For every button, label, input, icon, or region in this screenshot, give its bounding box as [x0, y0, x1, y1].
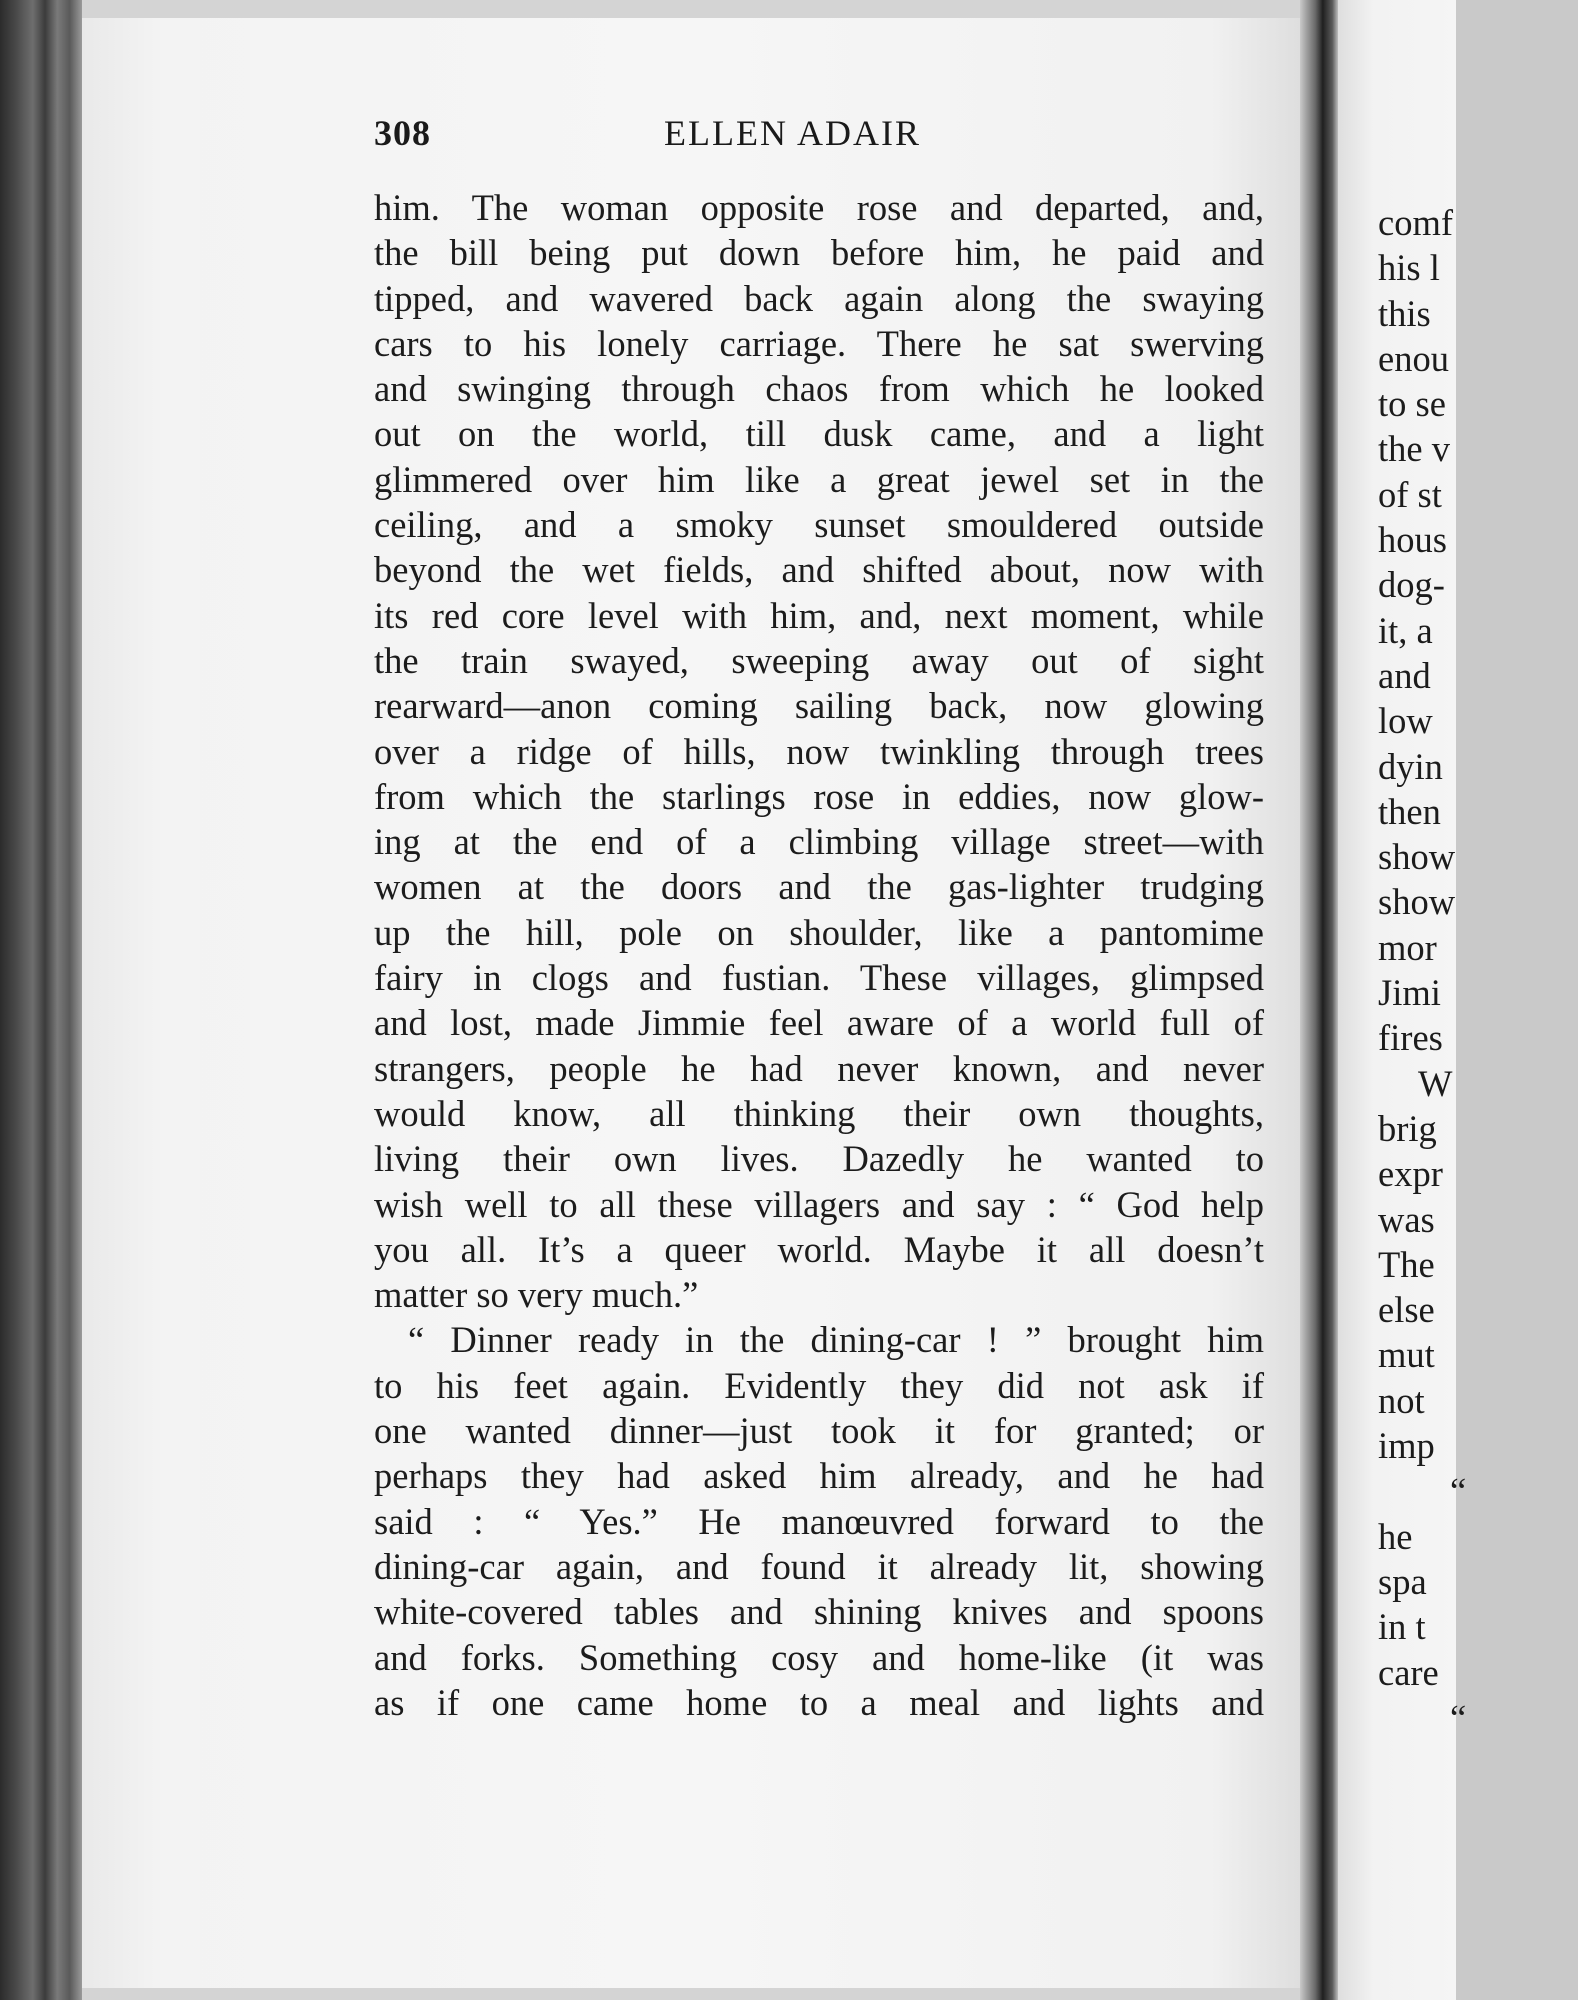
facing-line: fires	[1378, 1017, 1443, 1059]
facing-line: the v	[1378, 428, 1450, 470]
facing-line: care	[1378, 1651, 1439, 1693]
text-line: white-covered tables and shining knives and spoons	[374, 1591, 1264, 1633]
text-line: women at the doors and the gas-lighter trudging	[374, 866, 1264, 908]
facing-line: brig	[1378, 1107, 1437, 1149]
text-line: one wanted dinner—just took it for granted; or	[374, 1410, 1264, 1452]
facing-line: mut	[1378, 1334, 1435, 1376]
facing-line: imp	[1378, 1425, 1435, 1467]
body-text	[374, 185, 1264, 1725]
facing-line: expr	[1378, 1153, 1443, 1195]
facing-line: of st	[1378, 473, 1442, 515]
facing-line: not	[1378, 1379, 1425, 1421]
text-line: rearward—anon coming sailing back, now glowing	[374, 685, 1264, 727]
text-line: from which the starlings rose in eddies, now glow-	[374, 775, 1264, 817]
facing-line: show	[1378, 836, 1456, 878]
facing-line: “	[1450, 1696, 1467, 1738]
text-line: out on the world, till dusk came, and a light	[374, 413, 1264, 455]
running-head: ELLEN ADAIR	[664, 113, 921, 153]
book-gutter	[1300, 0, 1338, 2000]
facing-line: was	[1378, 1198, 1435, 1240]
page-header	[374, 112, 1254, 162]
facing-line: comf	[1378, 202, 1453, 243]
text-line: ceiling, and a smoky sunset smouldered outside	[374, 504, 1264, 546]
facing-line: he	[1378, 1515, 1413, 1557]
facing-page-text	[1378, 200, 1578, 1740]
text-line: said : “ Yes.” He manœuvred forward to the	[374, 1500, 1264, 1542]
facing-line: spa	[1378, 1560, 1427, 1602]
facing-line: enou	[1378, 337, 1449, 379]
text-line: and forks. Something cosy and home-like (it was	[374, 1636, 1264, 1678]
text-line: glimmered over him like a great jewel set in the	[374, 458, 1264, 500]
text-line: ing at the end of a climbing village street—with	[374, 821, 1264, 863]
text-line: up the hill, pole on shoulder, like a pantomime	[374, 911, 1264, 953]
text-line: cars to his lonely carriage. There he sat swerving	[374, 322, 1264, 364]
text-line: living their own lives. Dazedly he wanted to	[374, 1138, 1264, 1180]
facing-line: low	[1378, 700, 1433, 742]
book-edge	[0, 0, 82, 2000]
text-line: him. The woman opposite rose and departed, and,	[374, 187, 1264, 228]
page-number: 308	[374, 113, 431, 153]
facing-line: then	[1378, 790, 1441, 832]
text-line: to his feet again. Evidently they did not ask if	[374, 1364, 1264, 1406]
text-line: would know, all thinking their own thoughts,	[374, 1092, 1264, 1134]
text-line: perhaps they had asked him already, and he had	[374, 1455, 1264, 1497]
facing-line: his l	[1378, 247, 1440, 289]
facing-line: hous	[1378, 519, 1447, 561]
text-line: “ Dinner ready in the dining-car ! ” brought him	[408, 1319, 1264, 1361]
text-line: dining-car again, and found it already lit, showing	[374, 1545, 1264, 1587]
text-line: fairy in clogs and fustian. These villages, glimpsed	[374, 957, 1264, 999]
facing-line: it, a	[1378, 609, 1433, 651]
text-line: wish well to all these villagers and say : “ God help	[374, 1183, 1264, 1225]
facing-line: in t	[1378, 1606, 1426, 1648]
facing-line: Jimi	[1378, 972, 1441, 1014]
text-line: you all. It’s a queer world. Maybe it all doesn’t	[374, 1228, 1264, 1270]
facing-line: W	[1418, 1062, 1453, 1104]
text-line: and swinging through chaos from which he looked	[374, 368, 1264, 410]
text-line: as if one came home to a meal and lights and	[374, 1681, 1264, 1723]
facing-line: else	[1378, 1289, 1435, 1331]
text-line: beyond the wet fields, and shifted about, now with	[374, 549, 1264, 591]
facing-line: The	[1378, 1243, 1435, 1285]
text-line: tipped, and wavered back again along the swaying	[374, 277, 1264, 319]
text-line: the bill being put down before him, he paid and	[374, 232, 1264, 274]
facing-line: dog-	[1378, 564, 1445, 606]
text-line: the train swayed, sweeping away out of sight	[374, 639, 1264, 681]
text-line: strangers, people he had never known, and never	[374, 1047, 1264, 1089]
text-line: and lost, made Jimmie feel aware of a world full of	[374, 1002, 1264, 1044]
facing-page	[1338, 0, 1467, 2000]
facing-line: and	[1378, 654, 1431, 696]
facing-line: this	[1378, 292, 1431, 334]
text-line: matter so very much.”	[374, 1274, 699, 1316]
facing-line: dyin	[1378, 745, 1443, 787]
text-line: its red core level with him, and, next moment, while	[374, 594, 1264, 636]
facing-line: to se	[1378, 383, 1446, 425]
text-line: over a ridge of hills, now twinkling through trees	[374, 730, 1264, 772]
facing-line: “	[1450, 1470, 1467, 1512]
facing-line: show	[1378, 881, 1456, 923]
facing-line: mor	[1378, 926, 1437, 968]
